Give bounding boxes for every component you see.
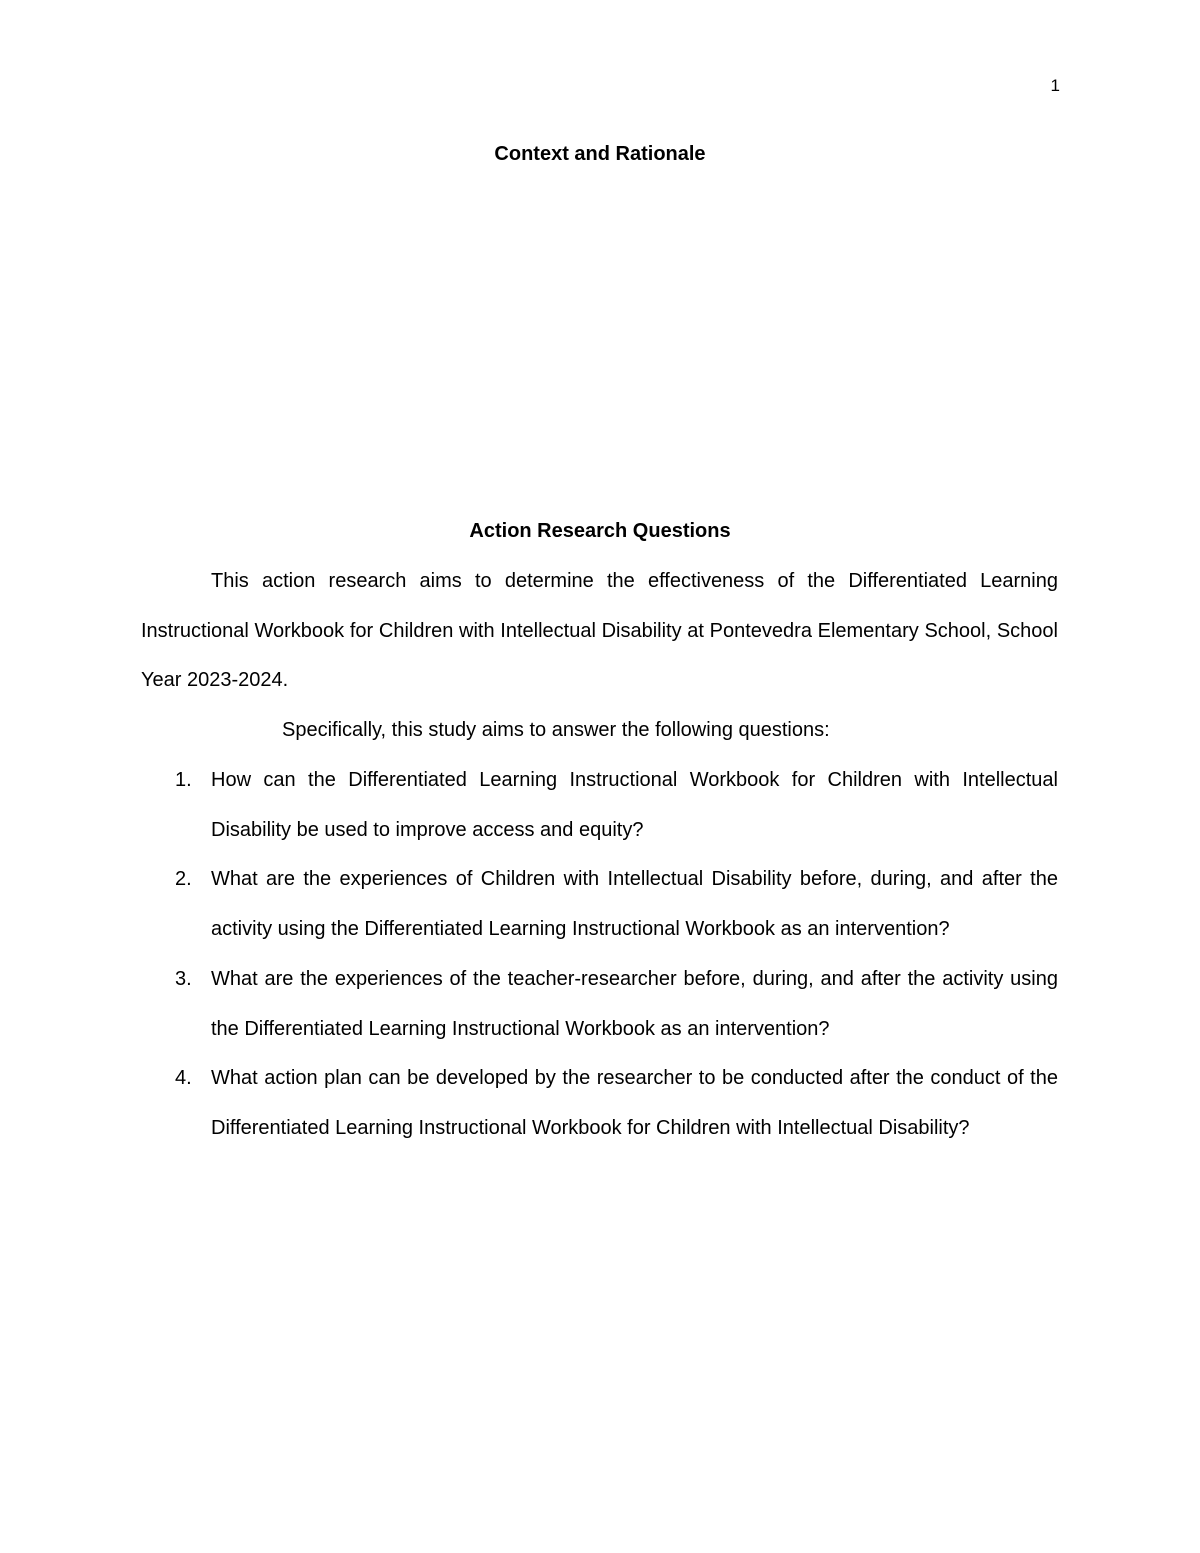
- list-item-number: 1.: [175, 769, 192, 791]
- list-item-text: What are the experiences of Children with Intellectual Disability before, during, and after the activity using the Differentiated Learning Instructional Workbook as an intervention?: [211, 868, 1058, 941]
- intro-paragraph: This action research aims to determine the effectiveness of the Differentiated Learning Instructional Workbook for Children with Intellectual Disability at Pontevedra Elementary School, School Year 2023-2024.: [141, 570, 1058, 692]
- lead-sentence: Specifically, this study aims to answer the following questions:: [282, 719, 830, 741]
- section-heading-context-and-rationale: Context and Rationale: [494, 143, 706, 165]
- list-item: [141, 955, 1058, 1054]
- list-item-text: What are the experiences of the teacher-researcher before, during, and after the activity using the Differentiated Learning Instructional Workbook as an intervention?: [211, 967, 1058, 1040]
- list-item-text: How can the Differentiated Learning Instructional Workbook for Children with Intellectual Disability be used to improve access and equity?: [211, 769, 1058, 841]
- section-heading-action-research-questions: Action Research Questions: [469, 520, 731, 542]
- list-item: [141, 756, 1058, 855]
- list-item: [141, 855, 1058, 954]
- list-item-number: 3.: [175, 967, 192, 990]
- list-item: [141, 1054, 1058, 1153]
- research-questions-list: [141, 756, 1058, 1154]
- list-item-number: 4.: [175, 1067, 192, 1090]
- list-item-number: 2.: [175, 868, 192, 891]
- page-number: 1: [1050, 76, 1060, 95]
- list-item-text: What action plan can be developed by the researcher to be conducted after the conduct of the Differentiated Learning Instructional Workbook for Children with Intellectual Disability?: [211, 1067, 1058, 1139]
